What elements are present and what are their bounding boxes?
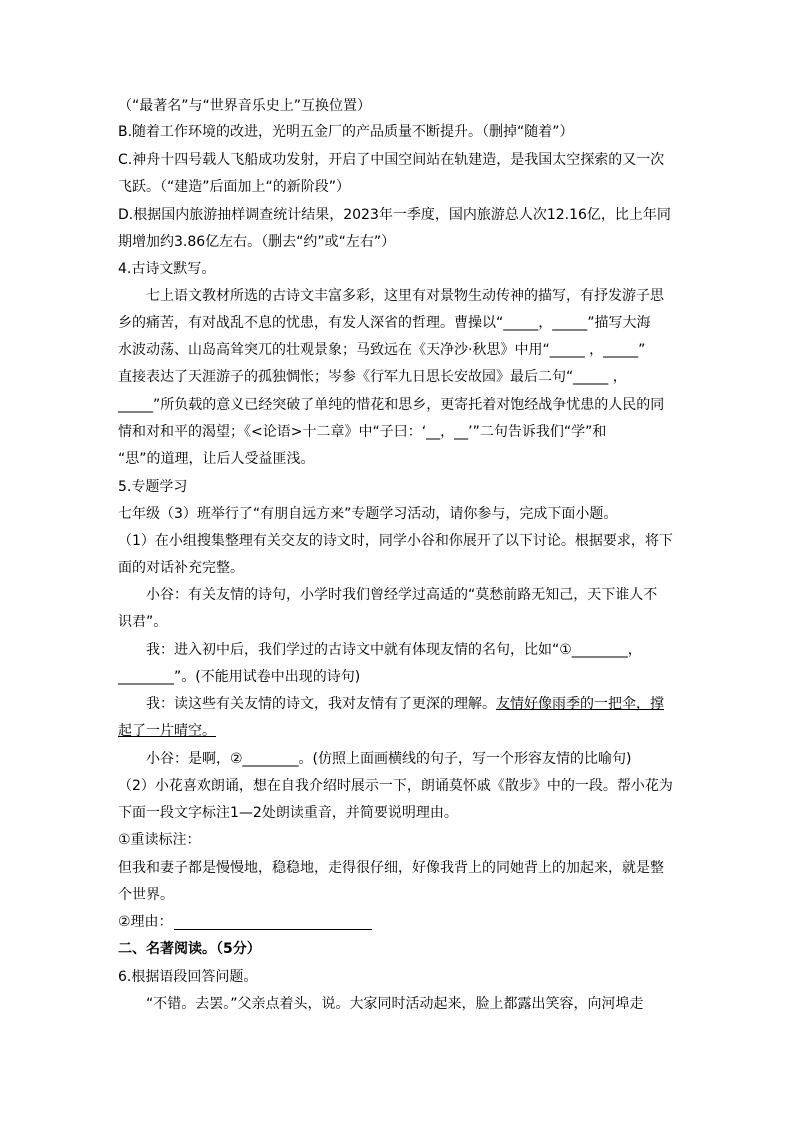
dialogue-line: 识君”。 bbox=[118, 614, 168, 630]
question-4-title: 4.古诗文默写。 bbox=[118, 261, 216, 277]
section-2-title: 二、名著阅读。（5分） bbox=[118, 941, 261, 957]
answer-blank[interactable] bbox=[174, 929, 372, 930]
reason-label: ②理由： bbox=[118, 914, 173, 930]
paragraph-line: 情和对和平的渴望；《<论语>十二章》中“子曰：‘__，__’”二句告诉我们“学”和 bbox=[118, 424, 607, 440]
paragraph-line: 七上语文教材所选的古诗文丰富多彩，这里有对景物生动传神的描写，有抒发游子思 bbox=[146, 288, 664, 304]
quote-line: 但我和妻子都是慢慢地，稳稳地，走得很仔细，好像我背上的同她背上的加起来，就是整 bbox=[118, 860, 664, 876]
text-line: 飞跃。（“建造”后面加上“的新阶段”） bbox=[118, 179, 351, 195]
dialogue-text: 我：读这些有关友情的诗文，我对友情有了更深的理解。 bbox=[146, 696, 496, 712]
paragraph-line: 乡的痛苦，有对战乱不息的忧患，有发人深省的哲理。曹操以“_____，_____”描写大海 bbox=[118, 315, 651, 331]
stress-label: ①重读标注： bbox=[118, 832, 201, 848]
option-d: D.根据国内旅游抽样调查统计结果，2023年一季度，国内旅游总人次12.16亿，比上年同 bbox=[118, 207, 671, 223]
dialogue-line: 我：进入初中后，我们学过的古诗文中就有体现友情的名句，比如“①________， bbox=[146, 642, 642, 658]
paragraph-line: “思”的道理，让后人受益匪浅。 bbox=[118, 451, 315, 467]
subquestion-2: （2）小花喜欢朗诵，想在自我介绍时展示一下，朗诵莫怀戚《散步》中的一段。帮小花为 bbox=[118, 778, 673, 794]
option-b: B.随着工作环境的改进，光明五金厂的产品质量不断提升。（删掉“随着”） bbox=[118, 124, 574, 140]
option-c: C.神舟十四号载人飞船成功发射，开启了中国空间站在轨建造，是我国太空探索的又一次 bbox=[118, 152, 665, 168]
text-line: 下面一段文字标注1—2处朗读重音，并简要说明理由。 bbox=[118, 805, 458, 821]
paragraph-line: _____”所负载的意义已经突破了单纯的惜花和思乡，更寄托着对饱经战争忧患的人民的同 bbox=[118, 397, 665, 413]
question-5-title: 5.专题学习 bbox=[118, 479, 188, 495]
subquestion-1: （1）在小组搜集整理有关交友的诗文时，同学小谷和你展开了以下讨论。根据要求，将下 bbox=[118, 533, 673, 549]
paragraph-line: 水波动荡、山岛高耸突兀的壮观景象；马致远在《天净沙·秋思》中用“_____ ，_____” bbox=[118, 342, 646, 358]
dialogue-line: 小谷：是啊，②________。(仿照上面画横线的句子，写一个形容友情的比喻句) bbox=[146, 751, 632, 767]
dialogue-line bbox=[146, 694, 706, 714]
quote-line: 个世界。 bbox=[118, 887, 174, 903]
passage-line: “不错。去罢。”父亲点着头，说。大家同时活动起来，脸上都露出笑容，向河埠走 bbox=[146, 996, 644, 1012]
text-line: （“最著名”与“世界音乐史上”互换位置） bbox=[118, 98, 372, 114]
text-line: 期增加约3.86亿左右。（删去“约”或“左右”） bbox=[118, 234, 396, 250]
underlined-sentence: 友情好像雨季的一把伞，撑 bbox=[496, 696, 664, 712]
question-6-title: 6.根据语段回答问题。 bbox=[118, 969, 258, 985]
dialogue-line: 小谷：有关友情的诗句，小学时我们曾经学过高适的“莫愁前路无知己，天下谁人不 bbox=[146, 587, 658, 603]
underlined-sentence-cont: 起了一片晴空。 bbox=[118, 723, 216, 739]
dialogue-line: ________”。(不能用试卷中出现的诗句) bbox=[118, 669, 361, 685]
paragraph-line: 直接表达了天涯游子的孤独惆怅；岑参《行军九日思长安故园》最后二句“_____ ， bbox=[118, 369, 627, 385]
text-line: 面的对话补充完整。 bbox=[118, 560, 244, 576]
text-line: 七年级（3）班举行了“有朋自远方来”专题学习活动，请你参与，完成下面小题。 bbox=[118, 506, 618, 522]
